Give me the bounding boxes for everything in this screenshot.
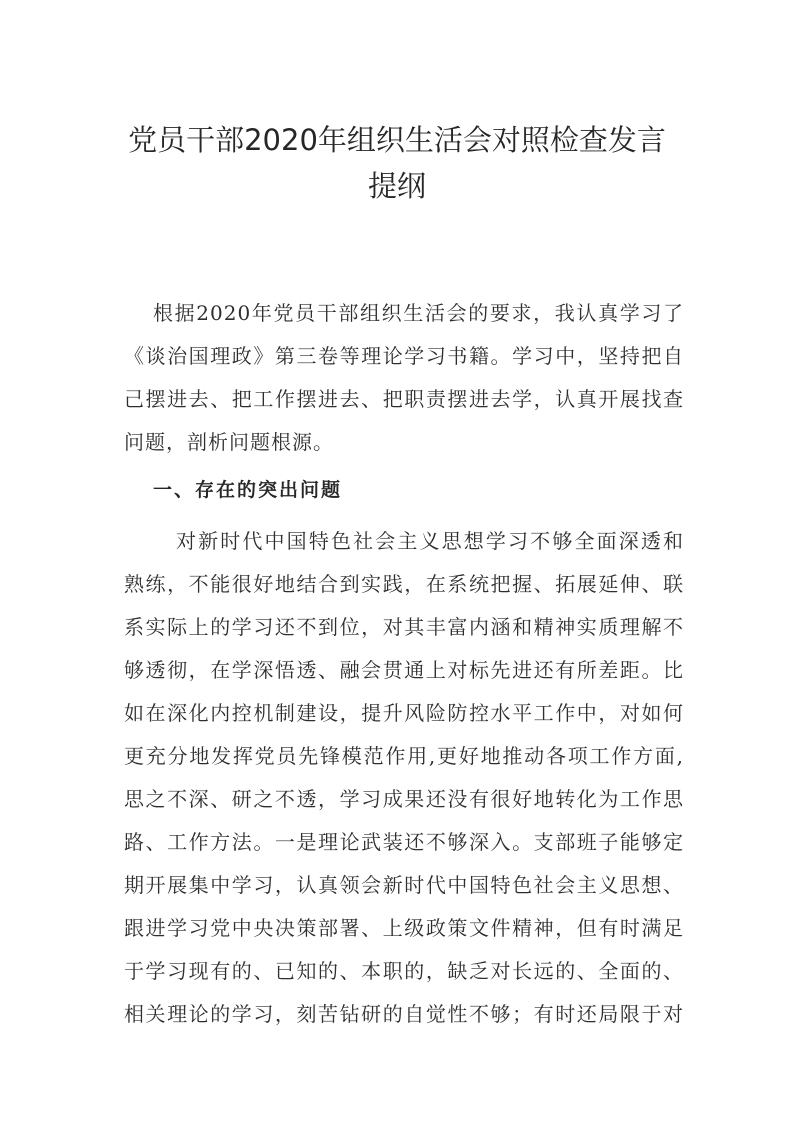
section1-line-12: 相关理论的学习，刻苦钻研的自觉性不够；有时还局限于对 — [124, 1002, 684, 1026]
section1-line-1: 对新时代中国特色社会主义思想学习不够全面深透和 — [176, 529, 684, 553]
intro-line-3: 己摆进去、把工作摆进去、把职责摆进去学，认真开展找查 — [124, 387, 684, 411]
intro-line-2: 《谈治国理政》第三卷等理论学习书籍。学习中，坚持把自 — [124, 344, 684, 368]
intro-line-1: 根据2020年党员干部组织生活会的要求，我认真学习了 — [153, 301, 684, 325]
section1-line-2: 熟练，不能很好地结合到实践，在系统把握、拓展延伸、联 — [124, 572, 684, 596]
section1-line-10: 跟进学习党中央决策部署、上级政策文件精神，但有时满足 — [124, 916, 684, 940]
section1-line-5: 如在深化内控机制建设，提升风险防控水平工作中，对如何 — [124, 701, 684, 725]
section-heading: 一、存在的突出问题 — [153, 479, 343, 501]
section1-line-8: 路、工作方法。一是理论武装还不够深入。支部班子能够定 — [124, 830, 684, 854]
section1-line-3: 系实际上的学习还不到位，对其丰富内涵和精神实质理解不 — [124, 615, 684, 639]
section1-line-4: 够透彻，在学深悟透、融会贯通上对标先进还有所差距。比 — [124, 658, 684, 682]
section1-line-6: 更充分地发挥党员先锋模范作用,更好地推动各项工作方面, — [124, 744, 684, 768]
document-title-line-1: 党员干部2020年组织生活会对照检查发言 — [128, 123, 666, 157]
section1-line-9: 期开展集中学习，认真领会新时代中国特色社会主义思想、 — [124, 873, 684, 897]
document-title-line-2: 提纲 — [367, 169, 426, 203]
section1-line-11: 于学习现有的、已知的、本职的，缺乏对长远的、全面的、 — [124, 959, 684, 983]
section1-line-7: 思之不深、研之不透，学习成果还没有很好地转化为工作思 — [124, 787, 684, 811]
intro-line-4: 问题，剖析问题根源。 — [124, 430, 334, 454]
